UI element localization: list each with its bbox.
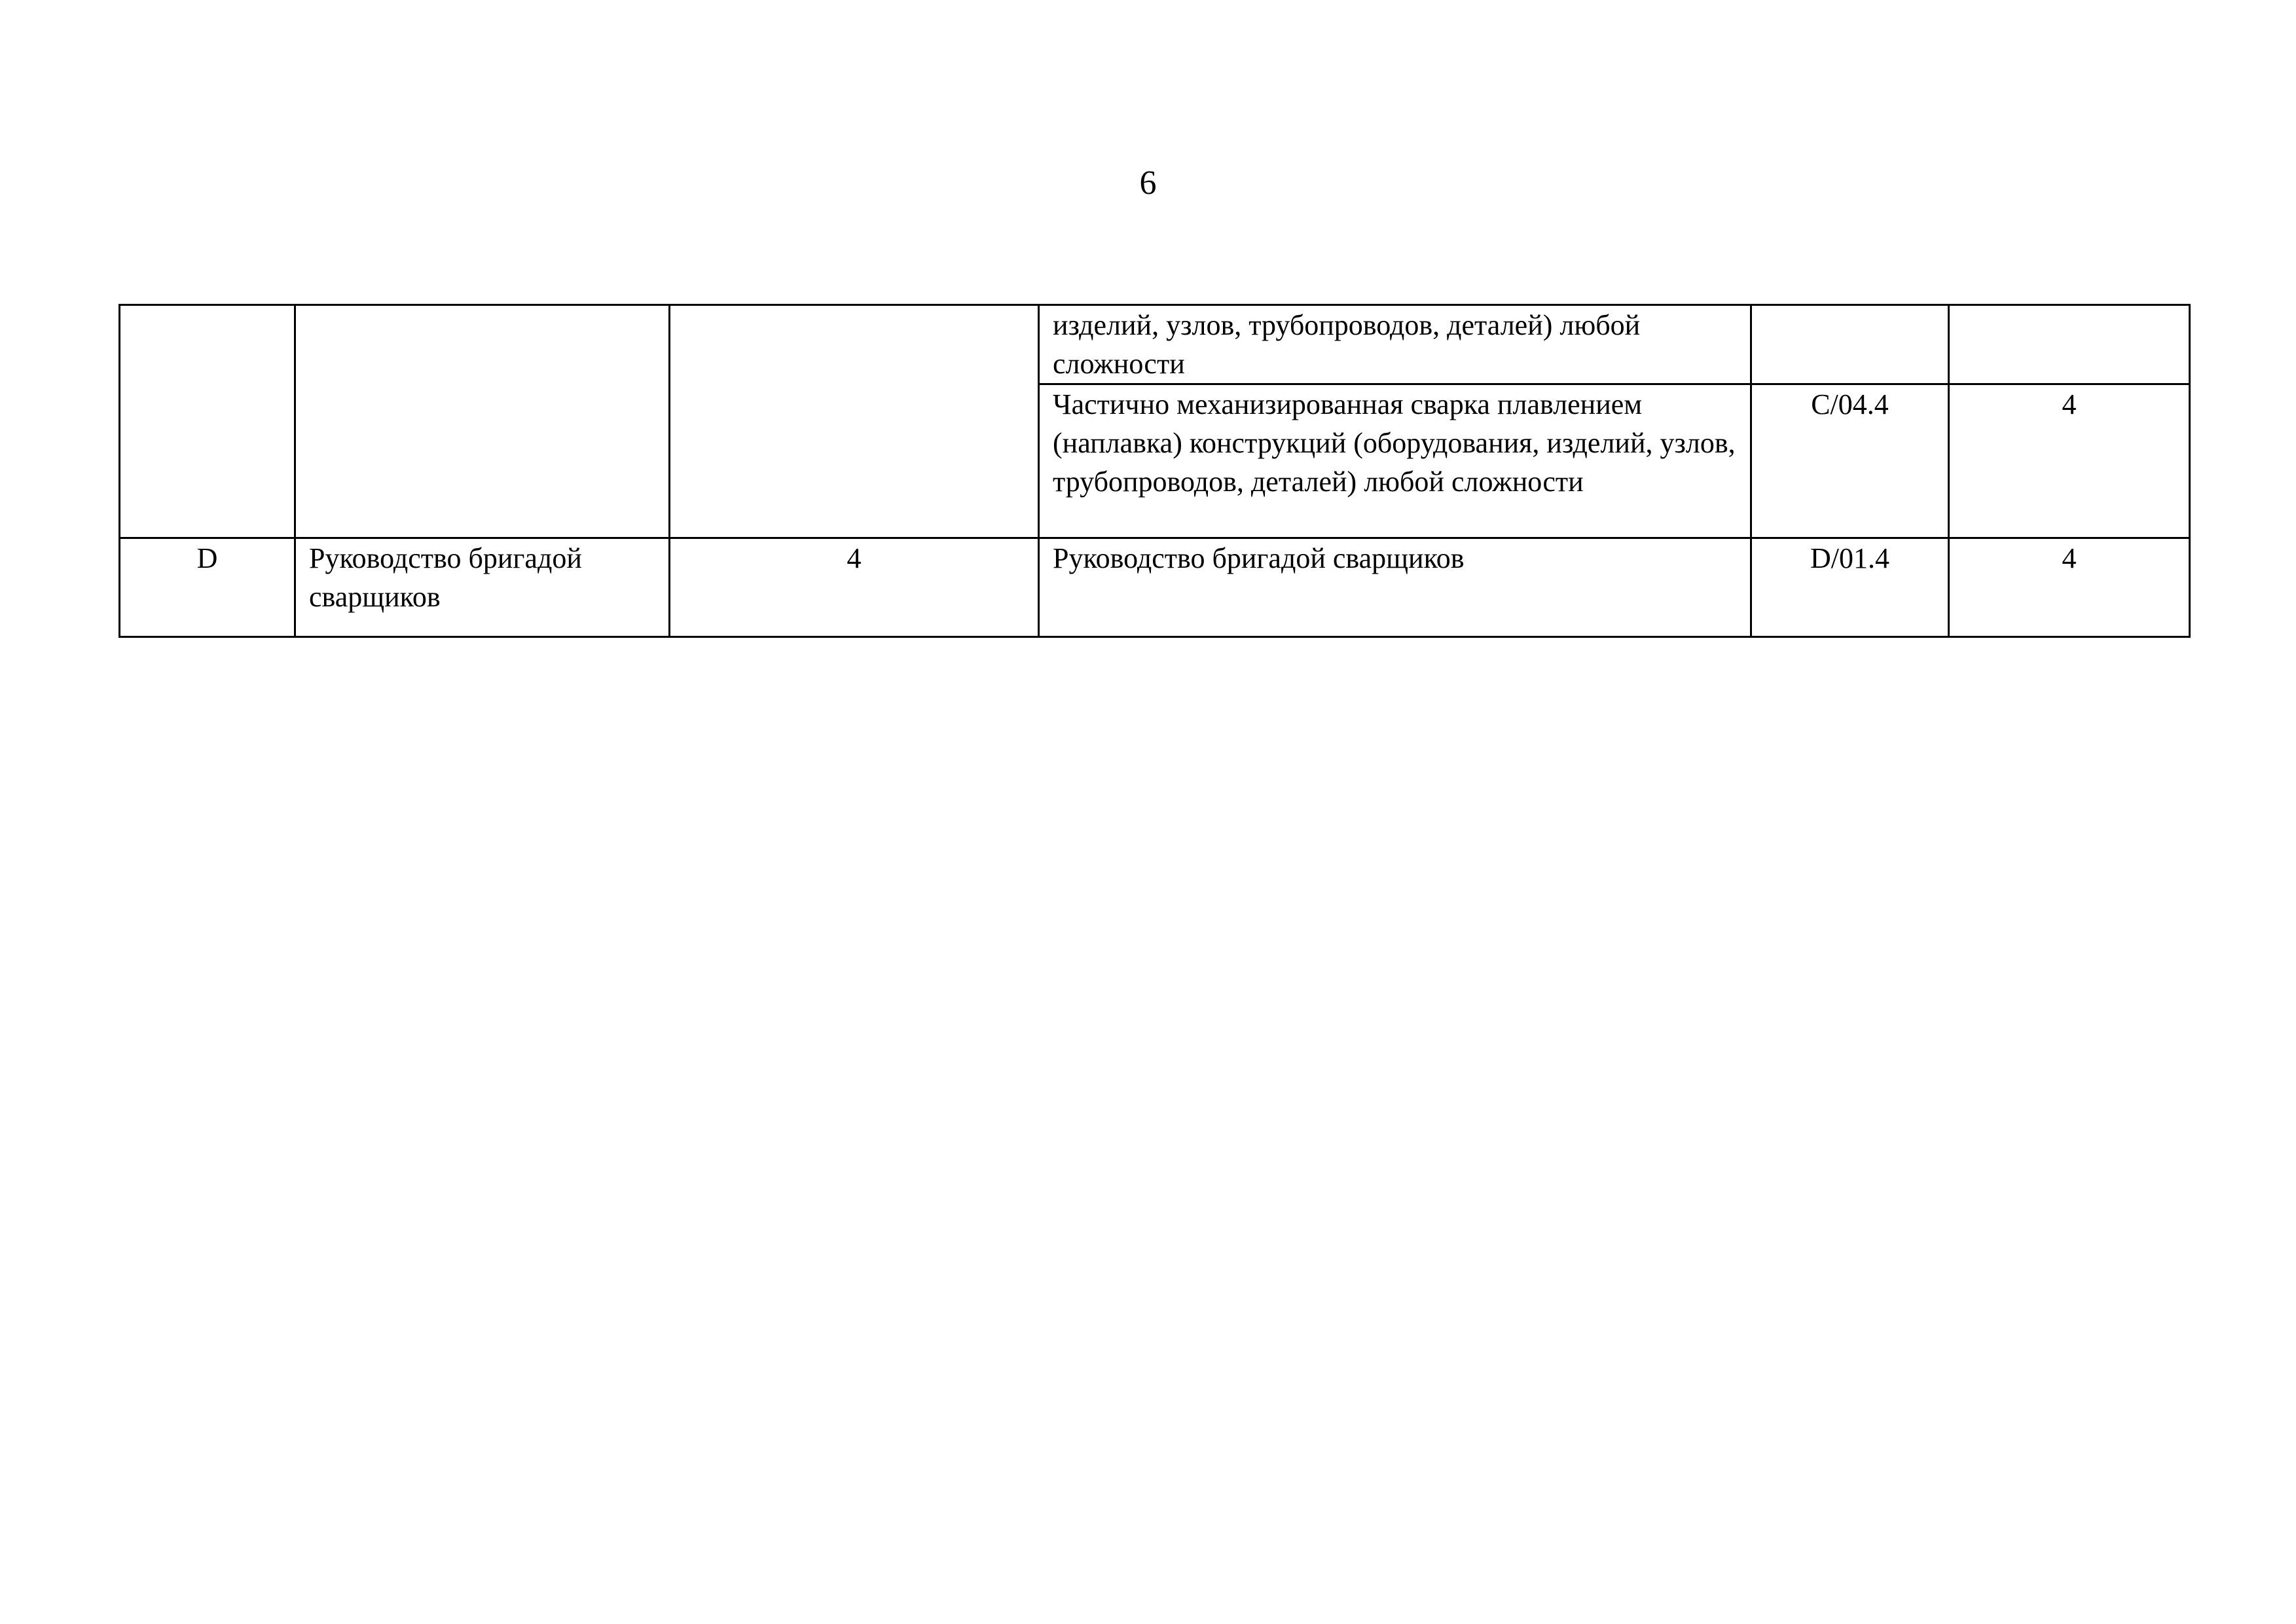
table-row <box>120 305 2190 384</box>
functions-table <box>118 304 2191 638</box>
labor-function-name-cell: Руководство бригадой сварщиков <box>1039 538 1751 637</box>
labor-function-code-cell <box>1751 305 1949 384</box>
labor-function-level-cell: 4 <box>1949 538 2190 637</box>
functions-table-container <box>118 304 2189 638</box>
generalized-function-name-cell: Руководство бригадой сварщиков <box>295 538 670 637</box>
labor-function-name-cell: Частично механизированная сварка плавлением (наплавка) конструкций (оборудования, изделий, узлов, трубопроводов, деталей) любой сложности <box>1039 384 1751 538</box>
labor-function-name-cell: изделий, узлов, трубопроводов, деталей) любой сложности <box>1039 305 1751 384</box>
table-row <box>120 538 2190 637</box>
page-number: 6 <box>1139 164 1157 202</box>
labor-function-code-cell: C/04.4 <box>1751 384 1949 538</box>
generalized-function-level-cell: 4 <box>670 538 1039 637</box>
labor-function-code-cell: D/01.4 <box>1751 538 1949 637</box>
generalized-function-code-cell <box>120 305 295 538</box>
generalized-function-level-cell <box>670 305 1039 538</box>
labor-function-level-cell: 4 <box>1949 384 2190 538</box>
labor-function-level-cell <box>1949 305 2190 384</box>
generalized-function-name-cell <box>295 305 670 538</box>
generalized-function-code-cell: D <box>120 538 295 637</box>
